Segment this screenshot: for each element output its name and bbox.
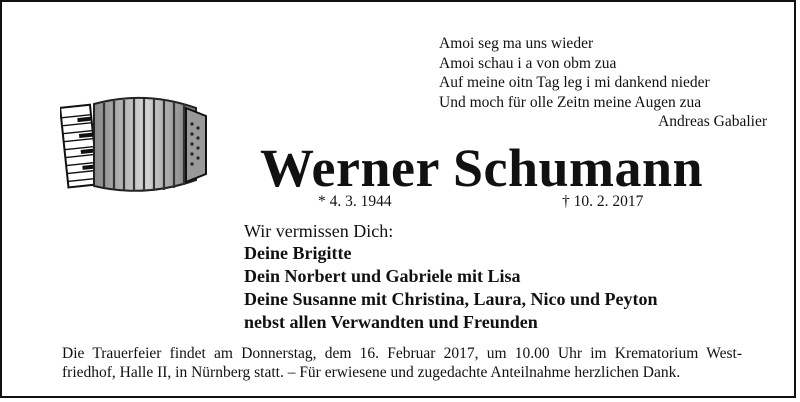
mourners-block bbox=[244, 220, 764, 334]
poem-block bbox=[439, 34, 769, 132]
notice-line: friedhof, Halle II, in Nürnberg statt. – Für erwiesene und zugedachte Anteilnahme herzlichen Dank. bbox=[62, 363, 681, 381]
poem-line: Amoi seg ma uns wieder bbox=[439, 35, 594, 52]
poem-line: Auf meine oitn Tag leg i mi dankend nieder bbox=[439, 74, 710, 91]
poem-line: Amoi schau i a von obm zua bbox=[439, 54, 617, 72]
death-date: † 10. 2. 2017 bbox=[562, 193, 644, 210]
mourners-intro: Wir vermissen Dich: bbox=[244, 221, 394, 241]
mourner-line: nebst allen Verwandten und Freunden bbox=[244, 312, 538, 332]
mourner-line: Deine Susanne mit Christina, Laura, Nico und Peyton bbox=[244, 289, 658, 309]
poem-line: Und moch für olle Zeitn meine Augen zua bbox=[439, 93, 702, 111]
funeral-notice bbox=[62, 345, 742, 382]
deceased-name: Werner Schumann bbox=[260, 138, 704, 198]
poem-author: Andreas Gabalier bbox=[658, 113, 767, 130]
mourner-line: Deine Brigitte bbox=[244, 243, 352, 263]
notice-line: Die Trauerfeier findet am Donnerstag, dem 16. Februar 2017, um 10.00 Uhr im Krematorium West- bbox=[62, 345, 742, 362]
accordion-icon bbox=[60, 94, 210, 194]
birth-date: * 4. 3. 1944 bbox=[318, 193, 392, 210]
mourner-line: Dein Norbert und Gabriele mit Lisa bbox=[244, 266, 521, 286]
